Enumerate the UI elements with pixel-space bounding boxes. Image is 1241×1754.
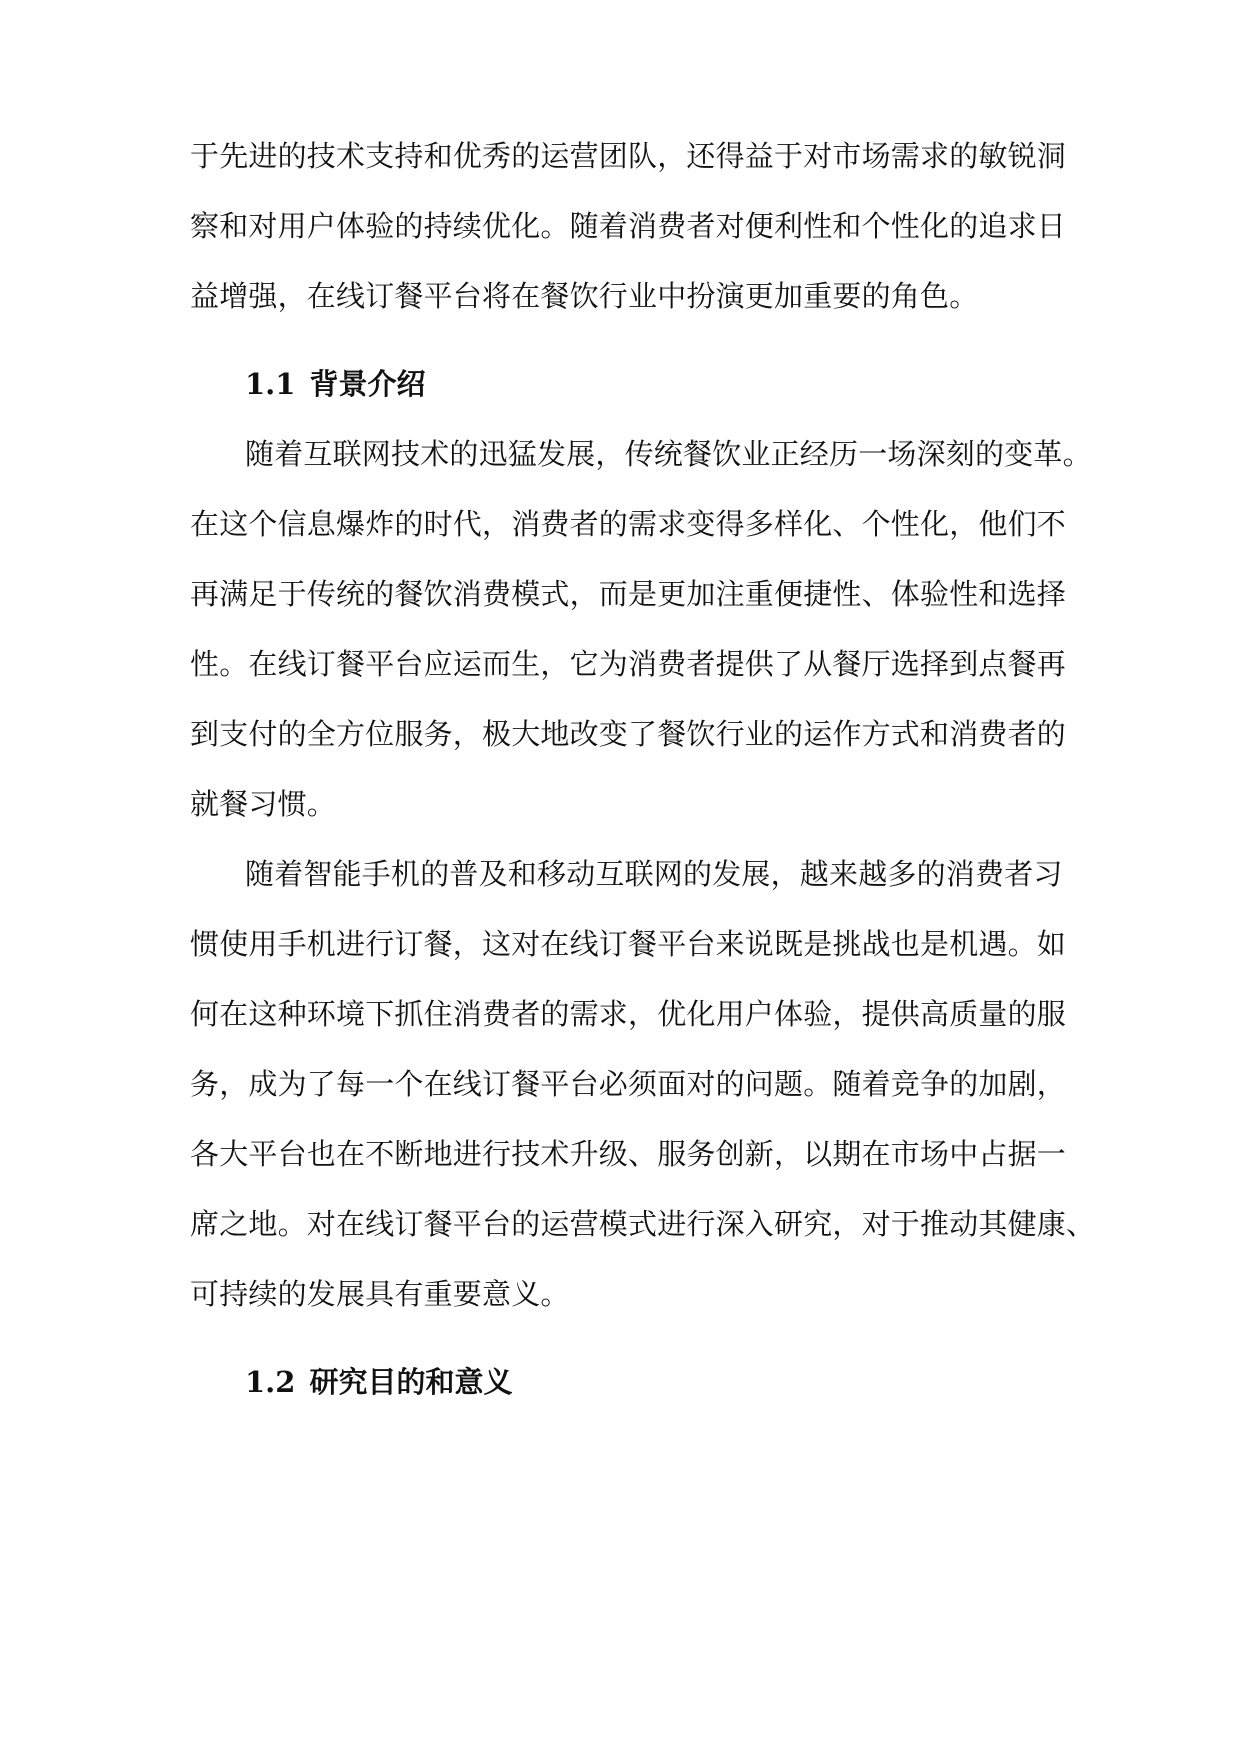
section-number: 1.1 xyxy=(245,367,296,401)
intro-line-1: 于先进的技术支持和优秀的运营团队，还得益于对市场需求的敏锐洞 xyxy=(190,139,1067,173)
para2-line-6: 席之地。对在线订餐平台的运营模式进行深入研究，对于推动其健康、 xyxy=(190,1207,1096,1241)
para1-line-6: 就餐习惯。 xyxy=(190,787,337,821)
section-title: 研究目的和意义 xyxy=(309,1365,513,1399)
para2-line-3: 何在这种环境下抓住消费者的需求，优化用户体验，提供高质量的服 xyxy=(190,997,1067,1031)
para2-line-4: 务，成为了每一个在线订餐平台必须面对的问题。随着竞争的加剧， xyxy=(190,1067,1067,1101)
section-heading-1-2 xyxy=(245,1364,512,1400)
section-title: 背景介绍 xyxy=(309,367,426,401)
intro-line-3: 益增强，在线订餐平台将在餐饮行业中扮演更加重要的角色。 xyxy=(190,279,979,313)
para1-line-4: 性。在线订餐平台应运而生，它为消费者提供了从餐厅选择到点餐再 xyxy=(190,647,1067,681)
section-heading-1-1 xyxy=(245,366,425,402)
para2-line-5: 各大平台也在不断地进行技术升级、服务创新，以期在市场中占据一 xyxy=(190,1137,1067,1171)
para2-line-7: 可持续的发展具有重要意义。 xyxy=(190,1277,570,1311)
para2-line-1: 随着智能手机的普及和移动互联网的发展，越来越多的消费者习 xyxy=(245,857,1063,891)
section-number: 1.2 xyxy=(245,1365,296,1399)
para1-line-2: 在这个信息爆炸的时代，消费者的需求变得多样化、个性化，他们不 xyxy=(190,507,1067,541)
para1-line-1: 随着互联网技术的迅猛发展，传统餐饮业正经历一场深刻的变革。 xyxy=(245,437,1092,471)
para1-line-5: 到支付的全方位服务，极大地改变了餐饮行业的运作方式和消费者的 xyxy=(190,717,1067,751)
intro-line-2: 察和对用户体验的持续优化。随着消费者对便利性和个性化的追求日 xyxy=(190,209,1067,243)
para2-line-2: 惯使用手机进行订餐，这对在线订餐平台来说既是挑战也是机遇。如 xyxy=(190,927,1067,961)
para1-line-3: 再满足于传统的餐饮消费模式，而是更加注重便捷性、体验性和选择 xyxy=(190,577,1067,611)
